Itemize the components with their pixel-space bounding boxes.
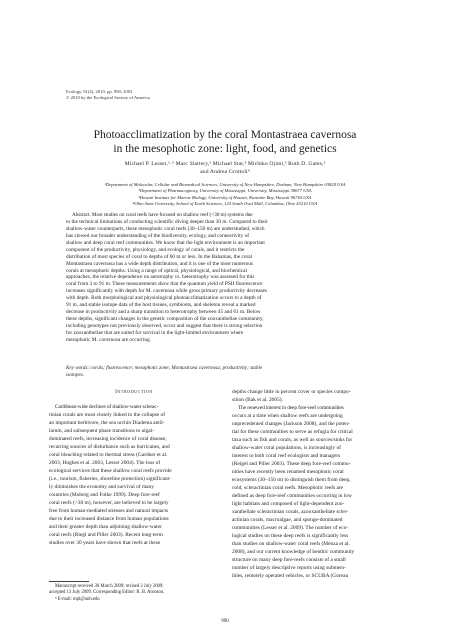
citation-line: Ecology, 91(4), 2010, pp. 990–1003 <box>66 89 133 94</box>
keywords-line-2: isotopes. <box>66 372 84 378</box>
abstract-line: Montastraea cavernosa has a wide depth distribution, and it is one of the most numerous <box>66 260 253 267</box>
title-line-2: in the mesophotic zone: light, food, and genetics <box>113 143 337 155</box>
intro-line: ecosystems (30–150 m) to distinguish them from deep, <box>232 477 351 483</box>
intro-line: The renewed interest in deep fore-reef communities <box>238 405 344 411</box>
intro-line: tial for these communities to serve as refugia for critical <box>232 429 353 435</box>
section-heading-introduction: Introduction <box>115 389 153 395</box>
footnote-line-2: accepted 13 July 2009. Corresponding Editor: R. B. Aronson. <box>49 590 165 596</box>
keywords <box>66 365 382 379</box>
copyright-line: © 2010 by the Ecological Society of America <box>66 95 150 100</box>
intro-line: and their greater depth than adjoining shallow-water <box>49 524 162 530</box>
footnote <box>49 584 224 603</box>
intro-line: coral bleaching related to thermal stress (Gardner et al. <box>49 452 168 458</box>
intro-line: depths change little in percent cover or species compo- <box>232 389 351 395</box>
intro-line: sition (Bak et al. 2005). <box>232 397 283 403</box>
intro-line: recurring sources of disturbance such as hurricanes, and <box>49 444 170 450</box>
abstract-line: mesophotic M. cavernosa are occurring. <box>66 336 152 343</box>
abstract-line: shallow and deep coral reef communities. We know that the light environment is an important <box>66 239 265 246</box>
abstract-line: increases significantly with depth for M. cavernosa while gross primary productivity decreases <box>66 288 267 295</box>
keywords-line-1: Key words: corals; fluorescence; mesophotic zone; Montastraea cavernosa; productivity; stable <box>66 365 263 371</box>
page-number: 990 <box>221 619 229 624</box>
intro-line: nities have recently been renamed mesophotic coral <box>232 469 344 475</box>
intro-line: occurs at a time when shallow reefs are undergoing <box>232 413 343 419</box>
abstract-line: approaches, the relative dependence on autotrophy vs. heterotrophy was assessed for this <box>66 274 255 281</box>
intro-line: xanthellate scleractinian corals, azooxanthellate scler- <box>232 509 349 515</box>
abstract-line: to the technical limitations of conducting scientific diving deeper than 30 m. Compared to their <box>66 218 268 225</box>
abstract-line: shallow-water counterparts, these mesophotic coral reefs (30–150 m) are understudied, which <box>66 225 265 232</box>
footnote-line-1: Manuscript received 30 March 2009; revised 2 July 2009; <box>55 584 164 589</box>
intro-line: an important herbivore, the sea urchin Diadema antil- <box>49 420 165 426</box>
affiliations <box>30 182 420 207</box>
abstract-line: decrease in productivity and a sharp transition to heterotrophy between 45 and 61 m. Below <box>66 309 261 316</box>
authors-line-1: Michael P. Lesser,¹·⁵ Marc Slattery,² Michael Stat,³ Michiko Ojimi,³ Ruth D. Gates,³ <box>124 161 326 167</box>
intro-line: dominated reefs, increasing incidence of coral disease, <box>49 436 167 442</box>
journal-citation <box>66 89 150 101</box>
abstract-line: has slowed our broader understanding of the biodiversity, ecology, and connectivity of <box>66 232 250 239</box>
footnote-line-3: ⁵ E-mail: mpl@unh.edu <box>55 596 100 602</box>
intro-line: due to their increased distance from human populations <box>49 516 169 522</box>
abstract-line: for zooxanthellae that are suited for survival in the light-limited environment where <box>66 329 244 336</box>
intro-line: light habitats and composed of light-dependent zoo- <box>232 501 345 507</box>
affiliation-2: ²Department of Pharmacognosy, University of Mississippi, University, Mississippi 38677 USA <box>138 188 312 194</box>
abstract-line: distribution of most species of coral to depths of 60 m or less. In the Bahamas, the coral <box>66 253 253 260</box>
title-line-1: Photoacclimatization by the coral Montastraea cavernosa <box>93 129 357 141</box>
intro-line: 2008), and our current knowledge of benthic community <box>232 549 355 555</box>
intro-line: ibles, remotely operated vehicles, or SCUBA (Goreau <box>232 573 349 579</box>
abstract-line: component of the productivity, physiology, and ecology of corals, and it restricts the <box>66 246 245 253</box>
authors-line-2: and Andrea Grottoli⁴ <box>200 169 250 175</box>
affiliation-4: ⁴Ohio State University, School of Earth Sciences, 125 South Oval Mall, Columbus, Ohio 43210 USA <box>132 200 318 206</box>
intro-line: cold, scleractinian coral reefs. Mesophotic reefs are <box>232 485 344 491</box>
intro-line: communities (Lesser et al. 2009). The number of eco- <box>232 525 349 531</box>
intro-line: tinian corals are most closely linked to the collapse of <box>49 412 166 418</box>
intro-line: interest to both coral reef ecologists and managers <box>232 453 341 459</box>
article-title <box>40 128 410 156</box>
intro-line: defined as deep fore-reef communities occurring in low <box>232 493 352 499</box>
intro-line: larum, and subsequent phase transitions to algal- <box>49 428 154 434</box>
intro-line: ecological services that these shallow coral reefs provide <box>49 468 172 474</box>
abstract-line: with depth. Both morphological and physiological photoacclimatization occurs to a depth of <box>66 295 262 302</box>
author-list <box>40 160 410 176</box>
intro-line: Caribbean-wide declines of shallow-water sclerac- <box>55 404 159 410</box>
affiliation-3: ³Hawaii Institute for Marine Biology, University of Hawaii, Kaneohe Bay, Hawaii 96744 USA <box>138 194 312 200</box>
intro-line: ly diminishes the economy and survival of many <box>49 484 154 490</box>
intro-line: coral reefs (>30 m), however, are believed to be largely <box>49 500 169 506</box>
abstract-line: 91 m, and stable isotope data of the host tissues, symbionts, and skeleton reveal a marked <box>66 302 256 309</box>
intro-line: coral reefs (Riegl and Piller 2003). Recent long-term <box>49 532 163 538</box>
footnote-rule <box>49 581 89 582</box>
abstract-line: coral from 3 to 91 m. These measurements show that the quantum yield of PSII fluorescence <box>66 281 263 288</box>
intro-line: studies over 30 years have shown that reefs at these <box>49 540 161 546</box>
abstract-line: Abstract. Most studies on coral reefs have focused on shallow reef (<30 m) systems due <box>72 212 253 218</box>
intro-line: structure on many deep fore-reefs consists of a small <box>232 557 346 563</box>
intro-line: shallow-water coral populations, is increasingly of <box>232 445 341 451</box>
intro-line: logical studies on these deep reefs is significantly less <box>232 533 349 539</box>
intro-line: (i.e., tourism, fisheries, shoreline protection) significant- <box>49 476 171 482</box>
intro-line: actinian corals, macroalgae, and sponge-dominated <box>232 517 343 523</box>
intro-line: taxa such as fish and corals, as well as sources/sinks for <box>232 437 353 443</box>
intro-line: (Reigel and Piller 2003). These deep fore-reef commu- <box>232 461 351 467</box>
intro-line: free from human-mediated stresses and natural impacts <box>49 508 169 514</box>
affiliation-1: ¹Department of Molecular, Cellular and Biomedical Sciences, University of New Hampshire, Durham, New Hampshire 03824 USA <box>104 182 346 187</box>
intro-line: 2003, Hughes et al. 2003, Lesser 2004). The loss of <box>49 460 161 466</box>
abstract-line: corals at mesophotic depths. Using a range of optical, physiological, and biochemical <box>66 267 247 274</box>
intro-line: unprecedented changes (Jackson 2008), and the poten- <box>232 421 350 427</box>
intro-line: number of largely descriptive reports using submers- <box>232 565 346 571</box>
abstract-line: including genotypes not previously observed, occur and suggest that there is strong selection <box>66 323 263 329</box>
left-column <box>49 388 219 547</box>
abstract-line: these depths, significant changes in the genetic composition of the zooxanthellae community, <box>66 316 264 323</box>
abstract <box>66 212 382 344</box>
intro-line: than studies on shallow-water coral reefs (Menza et al. <box>232 541 350 547</box>
intro-line: countries (Moberg and Folke 1999). Deep fore-reef <box>49 492 160 498</box>
right-column <box>232 388 402 580</box>
